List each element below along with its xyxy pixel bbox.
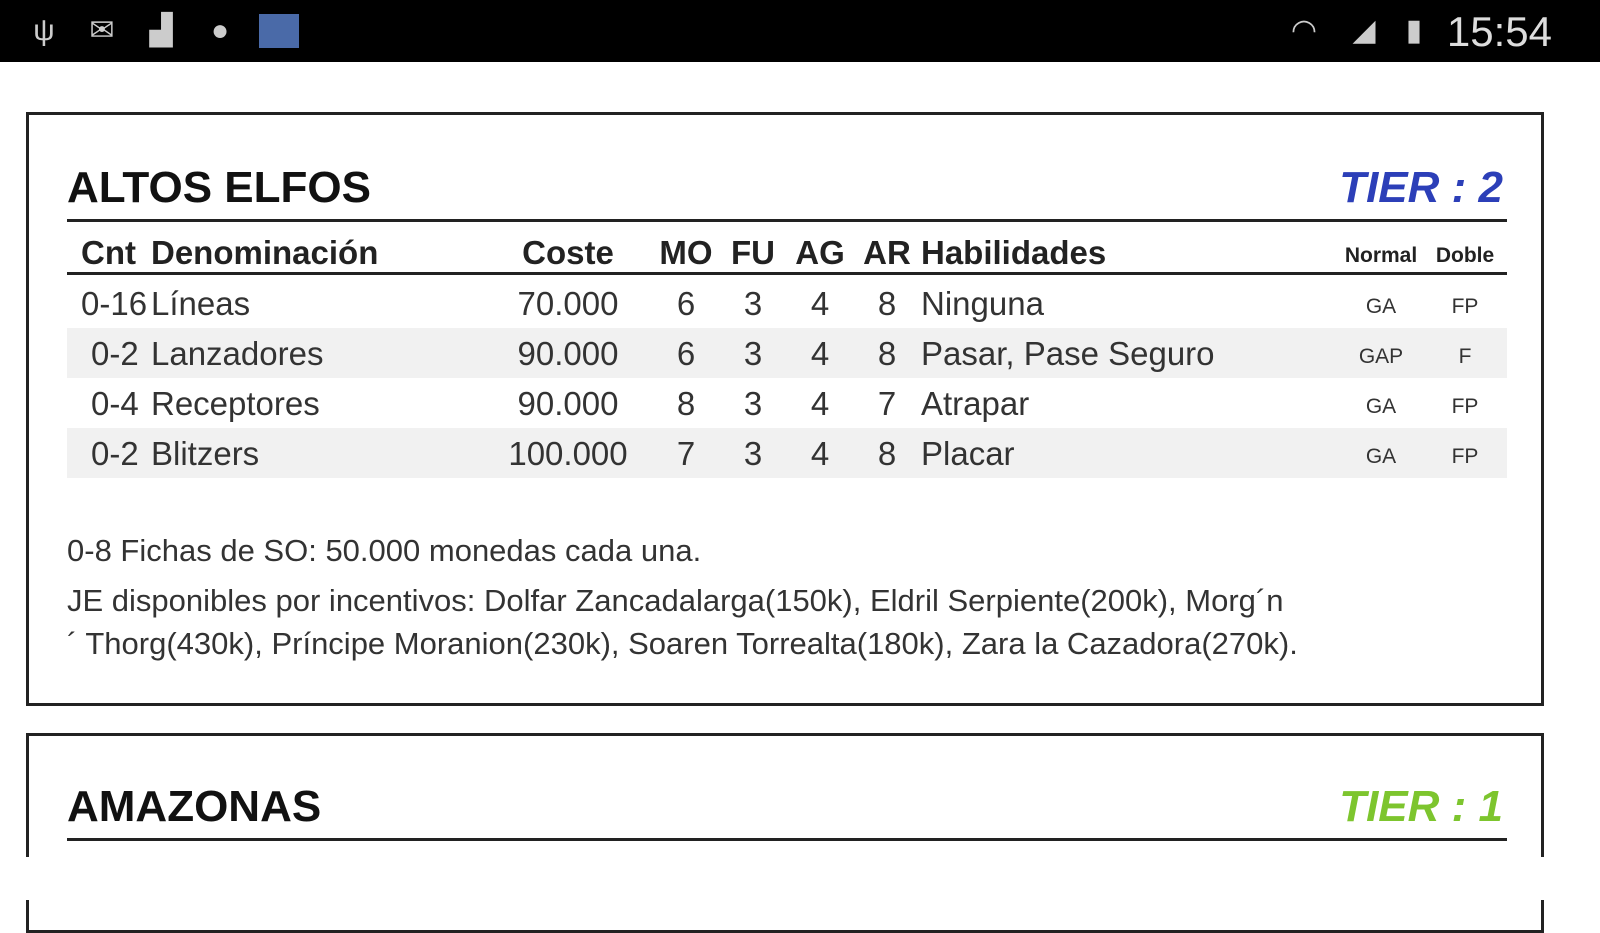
col-ar: AR [863,234,911,271]
col-mo: MO [659,234,713,271]
cell-cnt: 0-2 [91,435,139,472]
cell-mo: 6 [676,285,696,322]
cell-name: Blitzers [151,435,260,472]
col-double: Doble [1435,244,1495,267]
cell-cnt: 0-4 [91,385,139,422]
stats-icon: ▟ [149,14,173,47]
cell-cost: 100.000 [508,435,628,472]
game-icon [259,14,299,48]
cell-fu: 3 [743,285,763,322]
table-row[interactable] [67,278,1507,328]
table-header [67,227,1507,277]
note: JE disponibles por incentivos: Dolfar Zancadalarga(150k), Eldril Serpiente(200k), Morg´n [67,583,1284,618]
cell-ag: 4 [810,435,830,472]
col-ag: AG [795,234,845,271]
cell-double: F [1458,345,1472,368]
table-row[interactable] [67,428,1507,478]
cell-skills: Atrapar [921,385,1030,422]
signal-icon: ◢ [1352,14,1376,47]
cell-cnt: 0-2 [91,335,139,372]
viewport-cutoff [0,857,1600,900]
tier-label: TIER : 2 [1339,163,1503,212]
note: ´ Thorg(430k), Príncipe Moranion(230k), Soaren Torrealta(180k), Zara la Cazadora(270k). [67,626,1298,661]
cell-name: Líneas [151,285,251,322]
wifi-icon: ◠ [1290,14,1318,47]
team-name: AMAZONAS [67,782,322,831]
cell-ar: 8 [877,285,897,322]
team-card-amazonas[interactable] [26,733,1544,933]
cell-ar: 8 [877,335,897,372]
cell-normal: GA [1365,445,1397,468]
team-card-altos-elfos[interactable] [26,112,1544,706]
status-bar [0,0,1600,62]
note: 0-8 Fichas de SO: 50.000 monedas cada una. [67,533,702,568]
col-skills: Habilidades [921,234,1107,271]
cell-cost: 70.000 [517,285,619,322]
mail-icon: ✉ [89,14,115,47]
table-row[interactable] [67,328,1507,378]
cell-normal: GA [1365,295,1397,318]
cell-mo: 8 [676,385,696,422]
tier-label: TIER : 1 [1339,782,1503,831]
col-cnt: Cnt [81,234,136,271]
cell-name: Lanzadores [151,335,324,372]
team-name: ALTOS ELFOS [67,163,371,212]
cell-ag: 4 [810,335,830,372]
cell-fu: 3 [743,385,763,422]
cell-ar: 8 [877,435,897,472]
clock: 15:54 [1446,8,1552,55]
usb-icon: ψ [33,14,55,47]
table-row[interactable] [67,378,1507,428]
cell-ag: 4 [810,285,830,322]
col-cost: Coste [522,234,614,271]
cell-cost: 90.000 [517,385,619,422]
cell-cnt: 0-16 [81,285,148,322]
cell-mo: 6 [676,335,696,372]
chat-icon: ● [210,14,230,47]
col-name: Denominación [151,234,379,271]
divider [67,838,1507,841]
battery-icon: ▮ [1405,14,1423,47]
cell-skills: Placar [921,435,1015,472]
cell-normal: GAP [1358,345,1404,368]
col-normal: Normal [1344,244,1418,267]
cell-skills: Pasar, Pase Seguro [921,335,1215,372]
cell-ag: 4 [810,385,830,422]
col-fu: FU [731,234,775,271]
divider [67,272,1507,275]
divider [67,219,1507,222]
cell-double: FP [1451,395,1479,418]
cell-name: Receptores [151,385,320,422]
cell-normal: GA [1365,395,1397,418]
cell-mo: 7 [676,435,696,472]
cell-double: FP [1451,295,1479,318]
cell-cost: 90.000 [517,335,619,372]
cell-double: FP [1451,445,1479,468]
cell-fu: 3 [743,335,763,372]
cell-skills: Ninguna [921,285,1044,322]
cell-ar: 7 [877,385,897,422]
cell-fu: 3 [743,435,763,472]
